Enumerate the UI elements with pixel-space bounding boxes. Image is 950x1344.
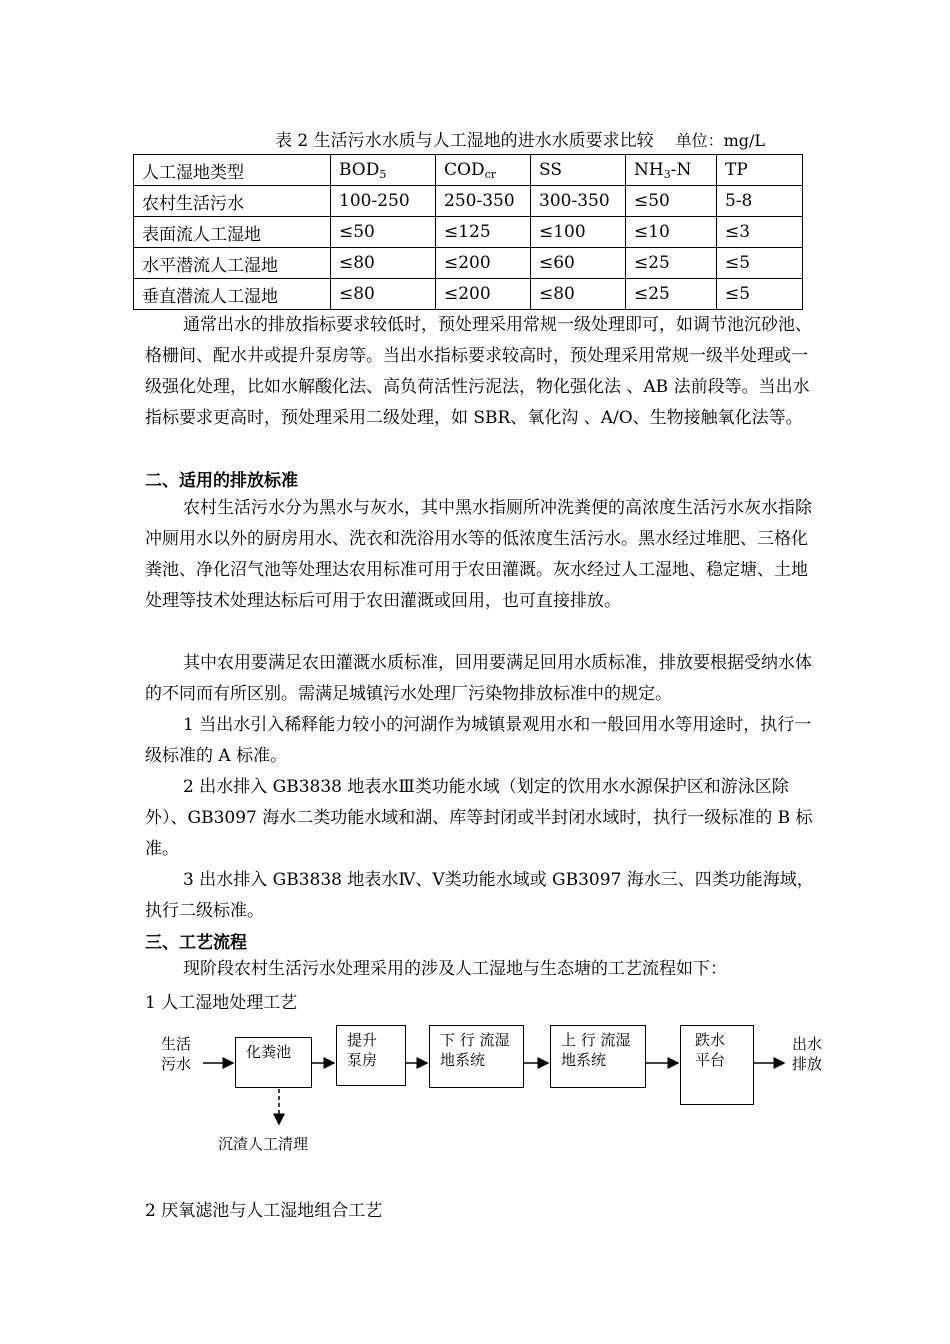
paragraph-pretreatment: 通常出水的排放指标要求较低时，预处理采用常规一级处理即可，如调节池沉砂池、格栅间、配水井或提升泵房等。当出水指标要求较高时，预处理采用常规一级半处理或一级强化处理，比如水解酸化法、高负荷活性污泥法，物化强化法 、AB 法前段等。当出水指标要求更高时，预处理采用二级处理，如 SBR、氧化沟 、A/O、生物接触氧化法等。 — [145, 315, 812, 428]
table-cell: ≤3 — [717, 217, 803, 248]
table-cell: ≤80 — [531, 279, 626, 310]
header-cell-tp: TP — [717, 155, 803, 186]
table-cell: 300-350 — [531, 186, 626, 217]
table-cell: ≤80 — [331, 279, 436, 310]
pump-station-box: 提升 泵房 — [336, 1025, 406, 1086]
header-cell-nh3n: $NH_3-N$ — [626, 155, 717, 186]
flow-output-label: 出水 排放 — [792, 1035, 823, 1073]
table-cell: ≤5 — [717, 248, 803, 279]
header-cell-type: 人工湿地类型 — [134, 155, 331, 186]
table-cell: ≤200 — [436, 248, 531, 279]
drop-platform-box: 跌水 平台 — [680, 1025, 754, 1105]
paragraph-process-intro: 现阶段农村生活污水处理采用的涉及人工湿地与生态塘的工艺流程如下： — [183, 959, 727, 979]
septic-tank-box: 化粪池 — [235, 1037, 312, 1088]
flow-input-label: 生活 污水 — [161, 1035, 192, 1073]
table-cell: ≤50 — [626, 186, 717, 217]
table-cell: ≤125 — [436, 217, 531, 248]
table-cell: ≤25 — [626, 248, 717, 279]
header-cell-ss: SS — [531, 155, 626, 186]
table-cell: ≤60 — [531, 248, 626, 279]
table-cell: ≤25 — [626, 279, 717, 310]
table-cell: ≤200 — [436, 279, 531, 310]
table-cell: ≤50 — [331, 217, 436, 248]
downflow-wetland-box: 下 行 流湿 地系统 — [429, 1025, 524, 1088]
table-cell: 水平潜流人工湿地 — [134, 248, 331, 279]
paragraph-standard-1a: 1 当出水引入稀释能力较小的河湖作为城镇景观用水和一般回用水等用途时，执行一级标准的 A 标准。 — [145, 715, 812, 766]
table-cell: ≤80 — [331, 248, 436, 279]
table-cell: 100-250 — [331, 186, 436, 217]
table-cell: 5-8 — [717, 186, 803, 217]
table-cell: 250-350 — [436, 186, 531, 217]
table-cell: ≤10 — [626, 217, 717, 248]
table-cell: ≤100 — [531, 217, 626, 248]
section-heading-process: 三、工艺流程 — [145, 933, 247, 953]
paragraph-standard-2: 3 出水排入 GB3838 地表水Ⅳ、Ⅴ类功能水域或 GB3097 海水三、四类功能海域，执行二级标准。 — [145, 870, 814, 921]
section-heading-standards: 二、适用的排放标准 — [145, 471, 298, 491]
header-cell-bod: $BOD_5$ — [331, 155, 436, 186]
table-cell: 垂直潜流人工湿地 — [134, 279, 331, 310]
subheading-wetland-process: 1 人工湿地处理工艺 — [145, 993, 298, 1013]
subheading-anaerobic-filter-process: 2 厌氧滤池与人工湿地组合工艺 — [145, 1201, 383, 1221]
caption-unit: 单位：mg/L — [675, 131, 766, 150]
caption-title: 表 2 生活污水水质与人工湿地的进水水质要求比较 — [275, 131, 654, 151]
header-cell-cod: $COD_{cr}$ — [436, 155, 531, 186]
table-cell: 表面流人工湿地 — [134, 217, 331, 248]
paragraph-standard-1b: 2 出水排入 GB3838 地表水Ⅲ类功能水域（划定的饮用水水源保护区和游泳区除外）、GB3097 海水二类功能水域和湖、库等封闭或半封闭水域时，执行一级标准的 B 标准。 — [145, 777, 813, 859]
paragraph-black-grey-water: 农村生活污水分为黑水与灰水，其中黑水指厕所冲洗粪便的高浓度生活污水灰水指除冲厕用水以外的厨房用水、洗衣和洗浴用水等的低浓度生活污水。黑水经过堆肥、三格化粪池、净化沼气池等处理达农用标准可用于农田灌溉。灰水经过人工湿地、稳定塘、土地处理等技术处理达标后可用于农田灌溉或回用，也可直接排放。 — [145, 498, 812, 611]
table-cell: ≤5 — [717, 279, 803, 310]
table-cell: 农村生活污水 — [134, 186, 331, 217]
upflow-wetland-box: 上 行 流湿 地系统 — [550, 1025, 646, 1088]
sludge-label: 沉渣人工清理 — [218, 1135, 309, 1153]
paragraph-reuse-requirements: 其中农用要满足农田灌溉水质标准，回用要满足回用水质标准，排放要根据受纳水体的不同而有所区别。需满足城镇污水处理厂污染物排放标准中的规定。 — [145, 653, 812, 704]
